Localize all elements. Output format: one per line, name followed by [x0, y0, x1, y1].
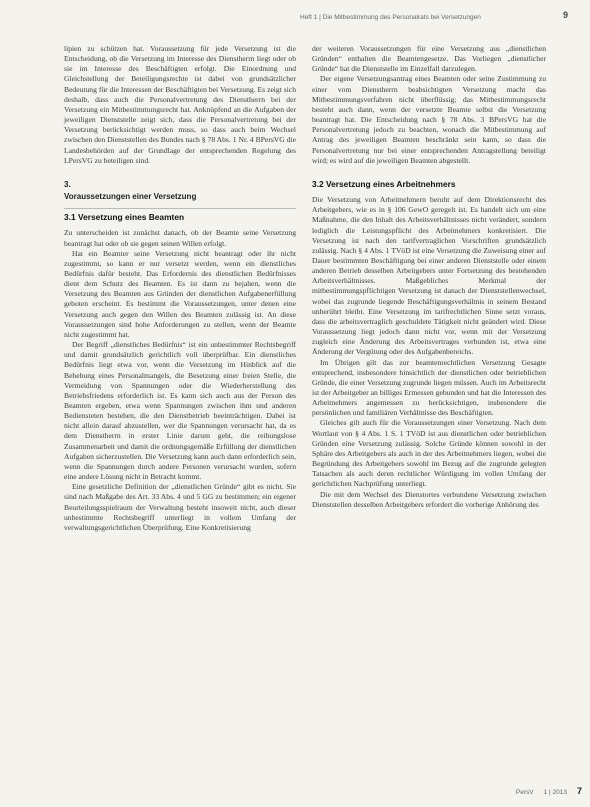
body-paragraph: Der eigene Versetzungsantrag eines Beamten oder seine Zustimmung zu einer vom Dienstherrn beabsichtigten Versetzung macht das Mitbestimmungsverfahren nicht überflüssig; das Mitbestimmungsrecht besteht auch dann, wenn der versetzte Beamte selbst die Versetzung beantragt hat. Die Entscheidung nach § 78 Abs. 3 BPersVG hat die Personalvertretung jedoch zu beachten, wonach die Mitbestimmung auf Antrag des jeweiligen Beamten beschränkt sein kann, so dass die Personalvertretung nur bei einer entsprechenden Antragstellung beteiligt wird; es wird auf die jeweiligen Beamten abgestellt. — [312, 74, 546, 165]
body-paragraph: Der Begriff „dienstliches Bedürfnis“ ist ein unbestimmter Rechtsbegriff und damit grundsätzlich gerichtlich voll überprüfbar. Ein dienstliches Bedürfnis liegt etwa vor, wenn die Versetzung im Hinblick auf die Behebung eines Personalmangels, die Besetzung einer freien Stelle, die Vermeidung von Spannungen oder die Wiederherstellung des Betriebsfriedens erforderlich ist. Es kann sich auch aus der Person des Beamten ergeben, etwa wenn Spannungen zwischen ihm und anderen Bediensteten bestehen, die den Dienstbetrieb beeinträchtigen. Dabei ist nicht allein darauf abzustellen, wer die Spannungen verursacht hat, da es dem Dienstherrn in erster Linie darum geht, die reibungslose Zusammenarbeit und damit die ordnungsgemäße Erfüllung der dienstlichen Aufgaben sicherzustellen. Die Versetzung kann auch dann erforderlich sein, wenn die Spannungen durch andere Personen verursacht wurden, sofern eine andere Lösung nicht in Betracht kommt. — [64, 340, 296, 482]
body-paragraph: Im Übrigen gilt das zur beamtenrechtlichen Versetzung Gesagte entsprechend, insbesondere hinsichtlich der dienstlichen oder betrieblichen Gründe, die einer Versetzung zugrunde liegen müssen. Auch im Arbeitsrecht ist der Arbeitgeber an billiges Ermessen gebunden und hat die Interessen des Arbeitnehmers angemessen zu berücksichtigen, insbesondere die persönlichen und familiären Verhältnisse des Beschäftigten. — [312, 357, 546, 418]
header-page-marker: 9 — [562, 10, 568, 20]
right-intro-paragraph: der weiteren Voraussetzungen für eine Versetzung aus „dienstlichen Gründen“ enthalten die Beamtengesetze. Das Vorliegen „dienstlicher Gründe“ hat die Dienststelle im Einzelfall darzulegen. — [312, 44, 546, 74]
subsection-title-arbeitnehmer: 3.2 Versetzung eines Arbeitnehmers — [312, 178, 456, 189]
journal-issue: 1 | 2013 — [543, 789, 567, 796]
page-footer — [312, 786, 582, 796]
body-paragraph: Eine gesetzliche Definition der „dienstlichen Gründe“ gibt es nicht. Sie sind nach Maßgabe des Art. 33 Abs. 4 und 5 GG zu bestimmen; ein eigener Beurteilungsspielraum der Verwaltung besteht insoweit nicht, auch dieser unbestimmte Rechtsbegriff unterliegt in vollem Umfang der verwaltungsgerichtlichen Überprüfung. Eine Konkretisierung — [64, 482, 296, 532]
section-title: Voraussetzungen einer Versetzung — [64, 192, 197, 202]
left-intro-paragraph: lipien zu schützen hat. Voraussetzung für jede Versetzung ist die Entscheidung, ob die Versetzung im Interesse des Dienstherrn liegt oder ob sie im Interesse des Beschäftigten erfolgt. Die Einordnung und Gleichstellung der Beteiligungsrechte ist dabei von grundsätzlicher Bedeutung für die Interessen der Beschäftigten bei Versetzung. Es zeigt sich deshalb, dass auch die Personalvertretung des Dienstherrn bei der Versetzung ein Mitbestimmungsrecht hat. Anknüpfend an die Aufgaben der jeweiligen Dienststelle zeigt sich, dass die Personalvertretung bei der Versetzung berücksichtigt werden muss, so dass auch beim Wechsel zwischen den Dienststellen des Bundes nach § 78 Abs. 1 Nr. 4 BPersVG die Landesbehörden auf der Grundlage der entsprechenden Regelung des LPersVG zu beteiligen sind. — [64, 44, 296, 165]
page-number: 7 — [576, 786, 582, 796]
running-title: Heft 1 | Die Mitbestimmung des Personalrats bei Versetzungen — [300, 14, 481, 21]
right-column — [312, 44, 546, 510]
body-paragraph: Zu unterscheiden ist zunächst danach, ob der Beamte seine Versetzung beantragt hat oder ob sie gegen seinen Willen erfolgt. — [64, 228, 296, 248]
body-paragraph: Die Versetzung von Arbeitnehmern beruht auf dem Direktionsrecht des Arbeitgebers, wie es in § 106 GewO geregelt ist. Es handelt sich um eine Maßnahme, die den Inhalt des Arbeitsverhältnisses nicht verändert, sondern lediglich die Leistungspflicht des Arbeitnehmers konkretisiert. Die Versetzung ist nach den tarifvertraglichen Vorschriften grundsätzlich zulässig. Nach § 4 Abs. 1 TVöD ist eine Versetzung die Zuweisung einer auf Dauer bestimmten Beschäftigung bei einer anderen Dienststelle oder einem anderen Betrieb desselben Arbeitgebers unter Fortsetzung des bestehenden Arbeitsverhältnisses. Maßgebliches Merkmal der mitbestimmungspflichtigen Versetzung ist danach der Dienststellenwechsel, wobei das zugrunde liegende Beschäftigungsverhältnis in seinem Bestand unberührt bleibt. Eine Versetzung im tarifrechtlichen Sinne setzt voraus, dass die arbeitsvertraglich geschuldete Tätigkeit nicht geändert wird. Diese Voraussetzung liegt jedoch dann nicht vor, wenn mit der Versetzung zugleich eine Änderung des Arbeitsvertrages verbunden ist, etwa eine Änderung der Vergütung oder des Aufgabenbereichs. — [312, 195, 546, 357]
running-head — [300, 14, 570, 21]
subsection-title-beamten: 3.1 Versetzung eines Beamten — [64, 208, 296, 222]
left-column — [64, 44, 296, 533]
journal-name: PersV — [515, 789, 534, 796]
body-paragraph: Die mit dem Wechsel des Dienstortes verbundene Versetzung zwischen Dienststellen desselben Arbeitgebers erfordert die vorherige Anhörung des — [312, 489, 546, 509]
body-paragraph: Hat ein Beamter seine Versetzung nicht beantragt oder ihr nicht zugestimmt, so kann er nur versetzt werden, wenn ein dienstliches Bedürfnis dafür besteht. Das Erfordernis des dienstlichen Bedürfnisses dient dem Schutz des Beamten. Es ist dann zu bejahen, wenn die Versetzung des Beamten aus Gründen der dienstlichen Aufgabenerfüllung geboten erscheint. Es bestimmt die Voraussetzungen, unter denen eine Versetzung auch gegen den Willen des Beamten zulässig ist. An diese Voraussetzungen sind hohe Anforderungen zu stellen, wenn der Beamte nicht zugestimmt hat. — [64, 248, 296, 339]
body-paragraph: Gleiches gilt auch für die Voraussetzungen einer Versetzung. Nach dem Wortlaut von § 4 Abs. 1 S. 1 TVöD ist aus dienstlichen oder betrieblichen Gründen eine Versetzung zulässig. Solche Gründe können sowohl in der Sphäre des Arbeitgebers als auch in der des Arbeitnehmers liegen, wobei die Begründung des Arbeitgebers sowohl im Bezug auf die zugrunde gelegten Tatsachen als auch deren rechtlicher Würdigung im vollen Umfang der gerichtlichen Nachprüfung unterliegt. — [312, 418, 546, 489]
section-number: 3. — [64, 179, 71, 189]
